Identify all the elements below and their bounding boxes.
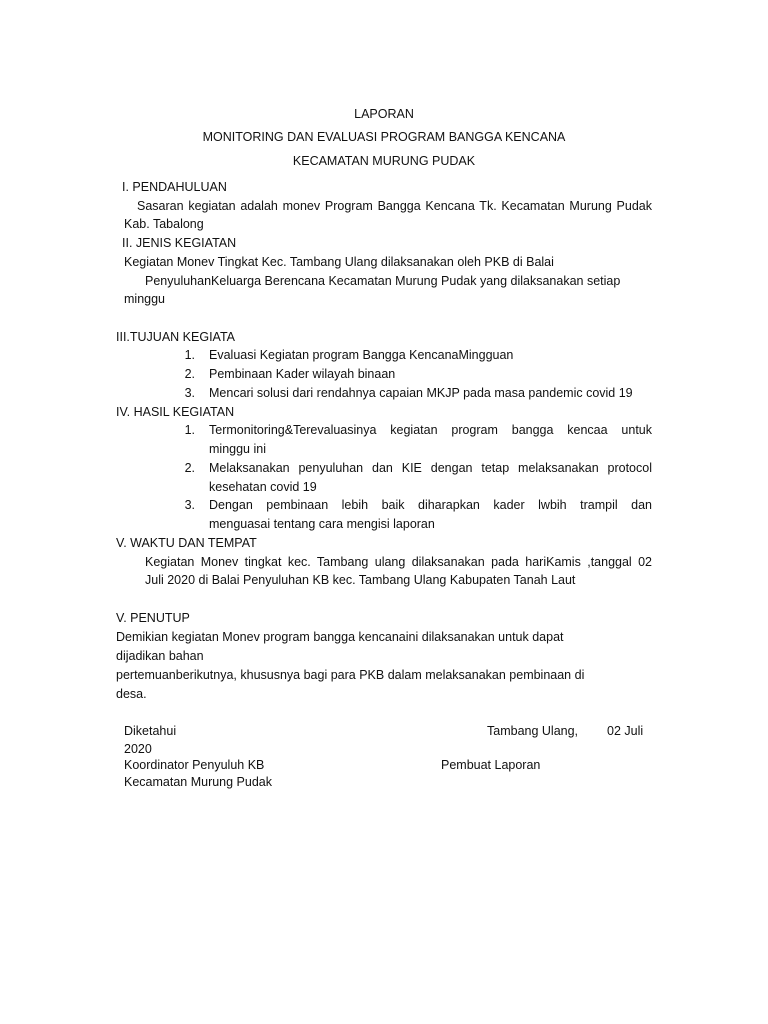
signature-pembuat-laporan: Pembuat Laporan bbox=[441, 758, 541, 772]
section-penutup-line1: Demikian kegiatan Monev program bangga kencanaini dilaksanakan untuk dapat bbox=[116, 630, 564, 644]
section-pendahuluan-heading: I. PENDAHULUAN bbox=[122, 180, 227, 194]
signature-place: Tambang Ulang, bbox=[487, 724, 579, 738]
list-item-continuation: kesehatan covid 19 bbox=[209, 480, 317, 494]
signature-date: 02 Juli bbox=[607, 724, 644, 738]
list-item-text: Melaksanakan penyuluhan dan KIE dengan tetap melaksanakan protocol bbox=[209, 461, 652, 475]
signature-diketahui: Diketahui bbox=[124, 724, 177, 738]
signature-koordinator: Koordinator Penyuluh KB bbox=[124, 758, 265, 772]
section-penutup-line3: pertemuanberikutnya, khususnya bagi para PKB dalam melaksanakan pembinaan di bbox=[116, 668, 585, 682]
report-subtitle: MONITORING DAN EVALUASI PROGRAM BANGGA KENCANA bbox=[202, 130, 566, 144]
signature-kecamatan: Kecamatan Murung Pudak bbox=[124, 775, 273, 789]
report-location: KECAMATAN MURUNG PUDAK bbox=[292, 154, 476, 168]
list-item-text: Termonitoring&Terevaluasinya kegiatan program bangga kencaa untuk bbox=[209, 423, 652, 437]
list-item-continuation: menguasai tentang cara mengisi laporan bbox=[209, 517, 435, 531]
signature-year: 2020 bbox=[124, 742, 152, 756]
section-jenis-kegiatan-line3: minggu bbox=[124, 292, 165, 306]
list-number: 3. bbox=[184, 386, 195, 400]
list-item-text: Dengan pembinaan lebih baik diharapkan kader lwbih trampil dan bbox=[209, 498, 652, 512]
list-number: 2. bbox=[184, 367, 195, 381]
section-penutup-heading: V. PENUTUP bbox=[116, 611, 190, 625]
section-jenis-kegiatan-heading: II. JENIS KEGIATAN bbox=[122, 236, 237, 250]
section-pendahuluan-line1: Sasaran kegiatan adalah monev Program Bangga Kencana Tk. Kecamatan Murung Pudak bbox=[137, 199, 652, 213]
list-item-text: Mencari solusi dari rendahnya capaian MKJP pada masa pandemic covid 19 bbox=[209, 386, 633, 400]
list-number: 2. bbox=[184, 461, 195, 475]
section-jenis-kegiatan-line1: Kegiatan Monev Tingkat Kec. Tambang Ulang dilaksanakan oleh PKB di Balai bbox=[124, 255, 554, 269]
section-waktu-tempat-line1: Kegiatan Monev tingkat kec. Tambang ulang dilaksanakan pada hariKamis ,tanggal 02 bbox=[145, 555, 652, 569]
section-penutup-line2: dijadikan bahan bbox=[116, 649, 204, 663]
list-number: 1. bbox=[184, 423, 195, 437]
section-hasil-kegiatan-heading: IV. HASIL KEGIATAN bbox=[116, 405, 235, 419]
section-pendahuluan-line2: Kab. Tabalong bbox=[124, 217, 204, 231]
section-waktu-tempat-line2: Juli 2020 di Balai Penyuluhan KB kec. Tambang Ulang Kabupaten Tanah Laut bbox=[145, 573, 576, 587]
list-item-continuation: minggu ini bbox=[209, 442, 266, 456]
section-waktu-tempat-heading: V. WAKTU DAN TEMPAT bbox=[116, 536, 257, 550]
section-penutup-line4: desa. bbox=[116, 687, 147, 701]
report-title: LAPORAN bbox=[354, 107, 414, 121]
list-number: 3. bbox=[184, 498, 195, 512]
list-number: 1. bbox=[184, 348, 195, 362]
section-tujuan-heading: III.TUJUAN KEGIATA bbox=[116, 330, 235, 344]
list-item-text: Pembinaan Kader wilayah binaan bbox=[209, 367, 396, 381]
section-jenis-kegiatan-line2: PenyuluhanKeluarga Berencana Kecamatan Murung Pudak yang dilaksanakan setiap bbox=[145, 274, 621, 288]
list-item-text: Evaluasi Kegiatan program Bangga KencanaMingguan bbox=[209, 348, 514, 362]
